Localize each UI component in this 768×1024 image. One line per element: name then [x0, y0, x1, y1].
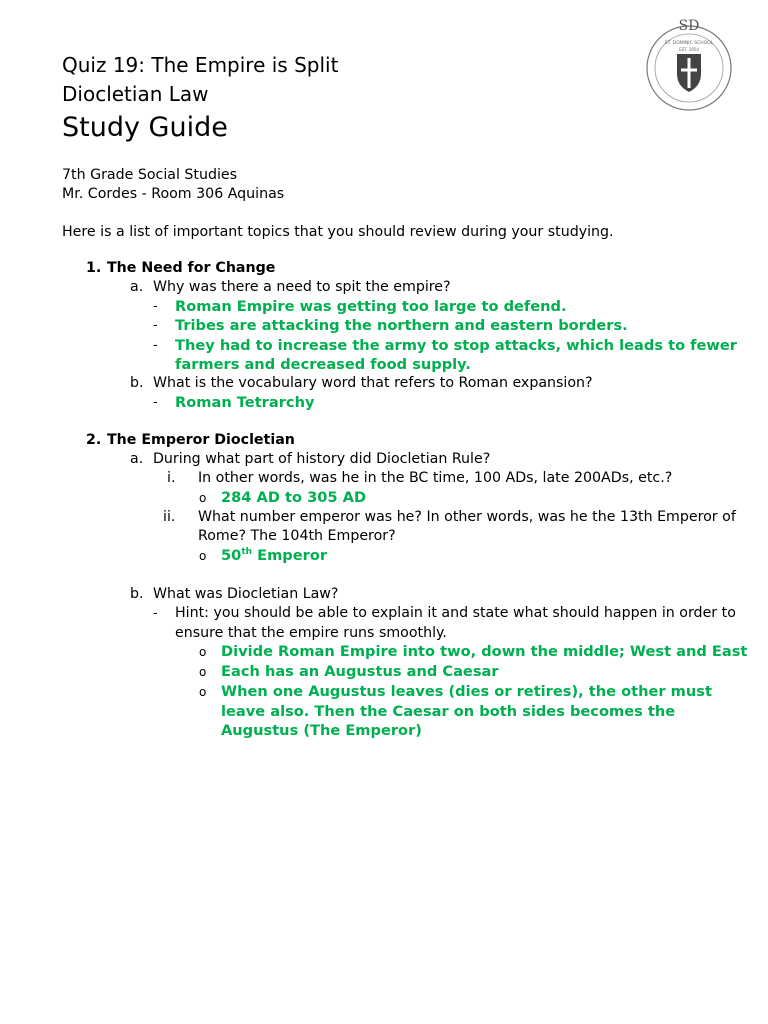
- roman-marker: ii.: [163, 509, 176, 525]
- answer-continued: leave also. Then the Caesar on both sides becomes the: [221, 703, 676, 720]
- answer: They had to increase the army to stop attacks, which leads to fewer: [175, 337, 738, 354]
- circle-bullet: o: [199, 491, 207, 505]
- item-marker: b.: [130, 586, 144, 602]
- teacher-room: Mr. Cordes - Room 306 Aquinas: [62, 186, 285, 202]
- dash-bullet: -: [153, 395, 158, 410]
- answer: Roman Tetrarchy: [175, 394, 315, 411]
- answer: 284 AD to 305 AD: [221, 489, 367, 506]
- item-marker: b.: [130, 375, 144, 391]
- section-number: 1.: [86, 260, 102, 276]
- answer-continued: Augustus (The Emperor): [221, 722, 422, 739]
- answer-continued: farmers and decreased food supply.: [175, 356, 471, 373]
- seal-est: EST. 1954: [679, 47, 699, 52]
- dash-bullet: -: [153, 318, 158, 333]
- question: In other words, was he in the BC time, 100 ADs, late 200ADs, etc.?: [198, 470, 673, 486]
- question: What number emperor was he? In other words, was he the 13th Emperor of: [198, 509, 736, 525]
- question: What is the vocabulary word that refers to Roman expansion?: [153, 375, 593, 391]
- dash-bullet: -: [153, 299, 158, 314]
- quiz-subtitle: Diocletian Law: [62, 82, 209, 106]
- study-guide-heading: Study Guide: [62, 112, 228, 143]
- seal-monogram: SD: [678, 18, 700, 34]
- question: What was Diocletian Law?: [153, 586, 339, 602]
- dash-bullet: -: [153, 606, 158, 621]
- item-marker: a.: [130, 279, 144, 295]
- question: During what part of history did Diocletian Rule?: [153, 451, 491, 467]
- dash-bullet: -: [153, 338, 158, 353]
- hint-text: Hint: you should be able to explain it and state what should happen in order to: [175, 605, 736, 621]
- answer: When one Augustus leaves (dies or retires), the other must: [221, 683, 712, 700]
- question-continued: Rome? The 104th Emperor?: [198, 528, 396, 544]
- quiz-title: Quiz 19: The Empire is Split: [62, 53, 339, 77]
- circle-bullet: o: [199, 645, 207, 659]
- answer: Tribes are attacking the northern and eastern borders.: [175, 317, 628, 334]
- school-seal-logo: [643, 16, 735, 112]
- roman-marker: i.: [167, 470, 176, 486]
- seal-name: ST. DOMINIC SCHOOL: [664, 41, 714, 46]
- answer: Roman Empire was getting too large to defend.: [175, 298, 567, 315]
- course-name: 7th Grade Social Studies: [62, 167, 238, 183]
- question: Why was there a need to spit the empire?: [153, 279, 451, 295]
- hint-text-continued: ensure that the empire runs smoothly.: [175, 625, 447, 641]
- section-heading: The Need for Change: [107, 260, 276, 276]
- intro-text: Here is a list of important topics that you should review during your studying.: [62, 224, 614, 240]
- answer-superscript: th: [241, 547, 253, 558]
- item-marker: a.: [130, 451, 144, 467]
- section-heading: The Emperor Diocletian: [107, 432, 295, 448]
- circle-bullet: o: [199, 549, 207, 563]
- answer: Each has an Augustus and Caesar: [221, 663, 499, 680]
- answer-number: 50: [221, 547, 242, 564]
- section-number: 2.: [86, 432, 102, 448]
- answer: Divide Roman Empire into two, down the middle; West and East: [221, 643, 748, 660]
- circle-bullet: o: [199, 685, 207, 699]
- answer: [221, 547, 327, 564]
- answer-suffix: Emperor: [252, 547, 328, 564]
- circle-bullet: o: [199, 665, 207, 679]
